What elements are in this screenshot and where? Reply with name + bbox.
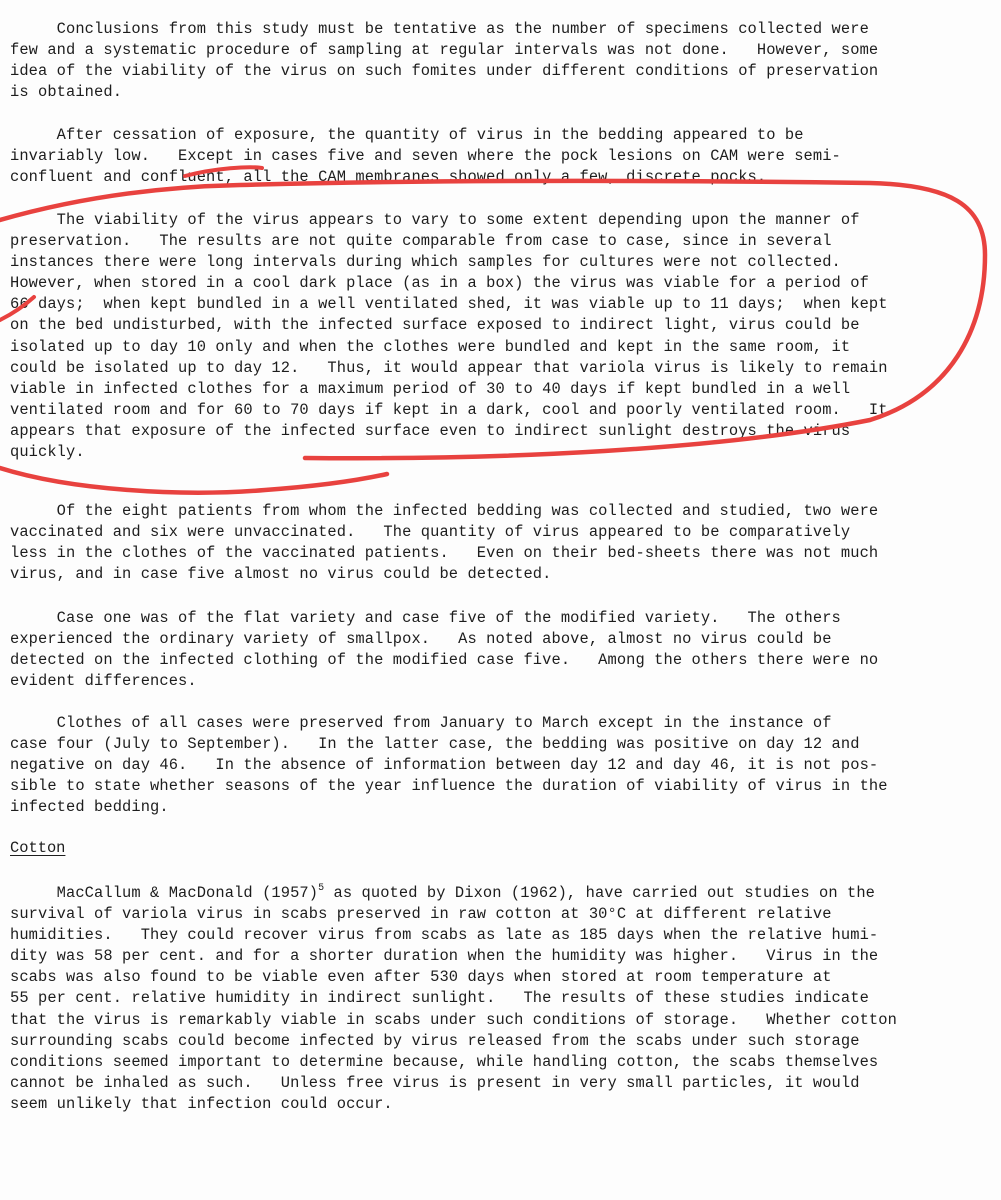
text-line: seem unlikely that infection could occur. [10,1094,393,1113]
text-line: that the virus is remarkably viable in scabs under such conditions of storage. Whether cotton [10,1010,897,1029]
text-line: Conclusions from this study must be tentative as the number of specimens collected were [10,20,869,38]
text-line: experienced the ordinary variety of smallpox. As noted above, almost no virus could be [10,630,832,649]
section-heading-cotton: Cotton [10,839,66,857]
citation-superscript: 5 [318,883,325,894]
paragraph-eight-patients [10,501,940,585]
text-line: After cessation of exposure, the quantity of virus in the bedding appeared to be [10,126,804,144]
text-line: negative on day 46. In the absence of information between day 12 and day 46, it is not pos- [10,756,879,775]
text-line: scabs was also found to be viable even after 530 days when stored at room temperature at [10,968,832,987]
text-line: evident differences. [10,672,197,691]
text-line: surrounding scabs could become infected by virus released from the scabs under such storage [10,1031,860,1050]
text-line: case four (July to September). In the latter case, the bedding was positive on day 12 and [10,735,860,754]
text-line: However, when stored in a cool dark place (as in a box) the virus was viable for a period of [10,274,869,293]
text-line: Case one was of the flat variety and case five of the modified variety. The others [10,609,841,627]
text-line: viable in infected clothes for a maximum period of 30 to 40 days if kept bundled in a well [10,379,851,398]
paragraph-cotton [10,883,940,1115]
text-line [10,883,940,904]
text-line: could be isolated up to day 12. Thus, it would appear that variola virus is likely to remain [10,358,888,377]
text-line: ventilated room and for 60 to 70 days if kept in a dark, cool and poorly ventilated room. It [10,400,888,419]
text-line: sible to state whether seasons of the year influence the duration of viability of virus in the [10,777,888,796]
paragraph-case-varieties [10,608,940,692]
text-line: humidities. They could recover virus from scabs as late as 185 days when the relative humi- [10,926,879,945]
text-line: detected on the infected clothing of the modified case five. Among the others there were no [10,651,879,670]
paragraph-cessation [10,125,940,188]
text-line: invariably low. Except in cases five and seven where the pock lesions on CAM were semi- [10,147,841,166]
text-line: on the bed undisturbed, with the infected surface exposed to indirect light, virus could be [10,316,860,335]
text-line: quickly. [10,443,85,462]
text-line: less in the clothes of the vaccinated patients. Even on their bed-sheets there was not much [10,544,879,563]
text-line: is obtained. [10,83,123,102]
paragraph-seasons [10,713,940,818]
text-line: preservation. The results are not quite comparable from case to case, since in several [10,232,832,251]
text-line: conditions seemed important to determine because, while handling cotton, the scabs themselves [10,1052,879,1071]
paragraph-conclusions [10,19,940,103]
lower-arc-stroke [0,468,387,493]
text-line: instances there were long intervals during which samples for cultures were not collected. [10,253,841,272]
text-line: cannot be inhaled as such. Unless free virus is present in very small particles, it would [10,1073,860,1092]
paragraph-viability-highlighted [10,210,940,463]
text-line: Of the eight patients from whom the infected bedding was collected and studied, two were [10,502,879,520]
text-line: isolated up to day 10 only and when the clothes were bundled and kept in the same room, it [10,337,851,356]
text-segment: MacCallum & MacDonald (1957) [10,884,319,902]
text-line: appears that exposure of the infected surface even to indirect sunlight destroys the virus [10,421,851,440]
text-line: infected bedding. [10,798,169,817]
text-line: vaccinated and six were unvaccinated. The quantity of virus appeared to be comparatively [10,523,851,542]
text-line: confluent and confluent, all the CAM membranes showed only a few, discrete pocks. [10,168,767,187]
text-line: dity was 58 per cent. and for a shorter duration when the humidity was higher. Virus in the [10,947,879,966]
text-line: 55 per cent. relative humidity in indirect sunlight. The results of these studies indicate [10,989,869,1008]
text-line: few and a systematic procedure of sampling at regular intervals was not done. However, some [10,41,879,60]
text-line: survival of variola virus in scabs preserved in raw cotton at 30°C at different relative [10,905,832,924]
text-line: The viability of the virus appears to vary to some extent depending upon the manner of [10,211,860,229]
text-line: 66 days; when kept bundled in a well ventilated shed, it was viable up to 11 days; when kept [10,295,888,314]
text-line: Clothes of all cases were preserved from January to March except in the instance of [10,714,832,732]
text-line: idea of the viability of the virus on such fomites under different conditions of preservation [10,62,879,81]
text-line: virus, and in case five almost no virus could be detected. [10,565,552,584]
text-segment: as quoted by Dixon (1962), have carried out studies on the [324,884,876,902]
